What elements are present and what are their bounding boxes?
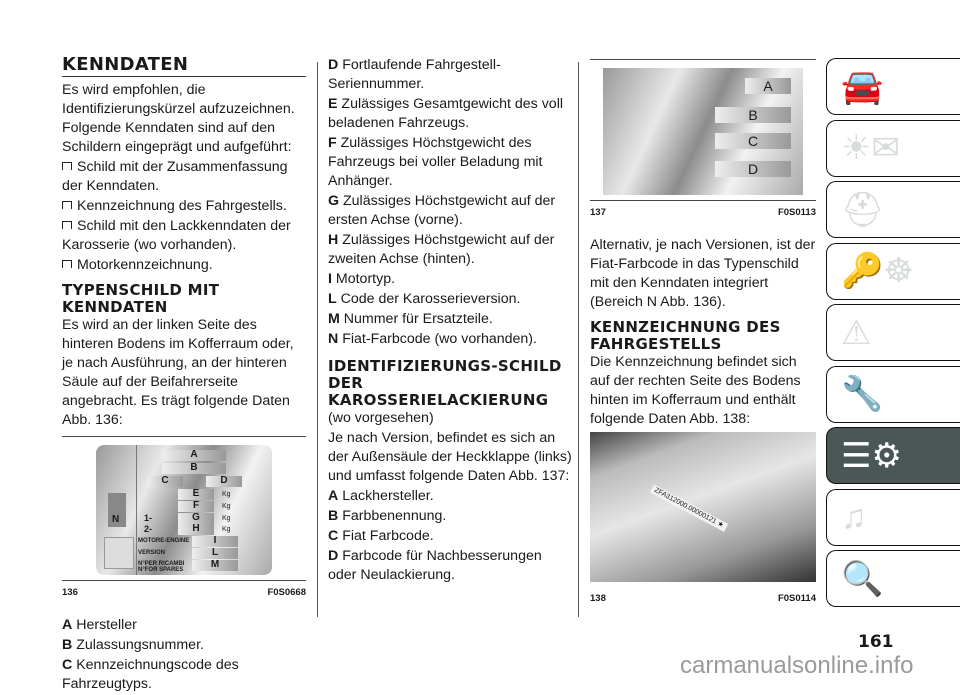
figure-caption xyxy=(62,580,306,602)
plate-text: VERSION xyxy=(138,550,166,556)
plate-label: N xyxy=(112,514,120,525)
figure-code: F0S0114 xyxy=(777,593,816,604)
tab-starting-driving[interactable] xyxy=(826,243,960,300)
legend-item: L Code der Karosserieversion. xyxy=(328,291,521,307)
car-info-icon: 🚘 xyxy=(841,67,884,106)
plate-label: G xyxy=(178,513,214,524)
plate-label: C xyxy=(715,133,791,149)
column-2 xyxy=(328,56,572,586)
figure-caption xyxy=(590,587,816,608)
chapter-tabs xyxy=(826,58,960,612)
figure-136 xyxy=(62,436,306,602)
section-heading: IDENTIFIZIERUNGS-SCHILD DER KAROSSERIELACKIERUNG xyxy=(328,357,562,409)
technical-data-icon: ☰⚙ xyxy=(841,436,902,475)
figure-number: 136 xyxy=(62,587,78,598)
figure-caption xyxy=(590,200,816,222)
plate-text: N°PER RICAMBI xyxy=(138,561,185,567)
key-steering-icon: 🔑☸ xyxy=(841,252,914,290)
warning-emergency-icon: ⚠ xyxy=(841,313,872,352)
plate-label: E xyxy=(178,489,214,500)
unit-label: Kg xyxy=(222,491,231,498)
paragraph: Es wird empfohlen, die Identifizierungskürzel aufzuzeichnen. Folgende Kenndaten sind auf den Schildern eingeprägt und aufgeführt: xyxy=(62,82,295,155)
plate-text: N°FOR SPARES xyxy=(138,567,184,573)
tab-maintenance[interactable] xyxy=(826,366,960,423)
section-heading: TYPENSCHILD MIT KENNDATEN xyxy=(62,281,220,316)
unit-label: Kg xyxy=(222,515,231,522)
paragraph: Alternativ, je nach Versionen, ist der Fiat-Farbcode in das Typenschild mit den Kenndaten integriert (Bereich N Abb. 136). xyxy=(590,237,816,310)
figure-code: F0S0668 xyxy=(267,587,306,598)
tab-car-info[interactable] xyxy=(826,58,960,115)
section-title: KENNDATEN xyxy=(62,56,306,77)
legend-item: B Zulassungsnummer. xyxy=(62,637,204,653)
tab-technical-data[interactable] xyxy=(826,427,960,484)
plate-blank-area xyxy=(104,537,134,569)
plate-label: B xyxy=(162,463,226,474)
tab-lights-messages[interactable] xyxy=(826,120,960,177)
plate-label: H xyxy=(178,524,214,535)
legend-item: E Zulässiges Gesamtgewicht des voll beladenen Fahrzeugs. xyxy=(328,96,563,131)
chassis-photo xyxy=(590,432,816,582)
figure-number: 137 xyxy=(590,207,606,218)
legend-item: I Motortyp. xyxy=(328,271,396,287)
legend-item: A Lackhersteller. xyxy=(328,488,434,504)
tab-safety[interactable] xyxy=(826,181,960,238)
plate-label: A xyxy=(162,450,226,461)
legend-item: M Nummer für Ersatzteile. xyxy=(328,311,493,327)
lights-message-icon: ☀✉ xyxy=(841,129,900,167)
plate-label: F xyxy=(178,501,214,512)
paragraph: Die Kennzeichnung befindet sich auf der rechten Seite des Bodens hinten im Kofferraum und enthält folgende Daten Abb. 138: xyxy=(590,354,801,427)
legend-item: G Zulässiges Höchstgewicht auf der ersten Achse (vorne). xyxy=(328,193,556,228)
figure-138 xyxy=(590,432,816,608)
tab-emergency[interactable] xyxy=(826,304,960,361)
legend-item: F Zulässiges Höchstgewicht des Fahrzeugs bei voller Beladung mit Anhänger. xyxy=(328,135,543,189)
bullet-item: Schild mit der Zusammenfassung der Kenndaten. xyxy=(62,158,306,196)
plate-text: 1- xyxy=(144,513,153,523)
plate-label: M xyxy=(192,560,238,571)
plate-divider xyxy=(136,445,137,575)
legend-item: N Fiat-Farbcode (wo vorhanden). xyxy=(328,331,537,347)
subtitle: (wo vorgesehen) xyxy=(328,410,434,426)
safety-airbag-icon: ⛑ xyxy=(841,190,885,229)
plate-label: I xyxy=(192,536,238,547)
watermark: carmanualsonline.info xyxy=(680,652,914,679)
column-3 xyxy=(590,56,816,622)
section-heading: KENNZEICHNUNG DES FAHRGESTELLS xyxy=(590,318,781,353)
page-number: 161 xyxy=(858,632,894,652)
index-search-icon: 🔍 xyxy=(841,559,884,598)
tab-index[interactable] xyxy=(826,550,960,607)
bullet-item: Schild mit den Lackkenndaten der Karosserie (wo vorhanden). xyxy=(62,217,306,255)
paint-plate-image xyxy=(603,68,803,195)
unit-label: Kg xyxy=(222,526,231,533)
plate-text: 2- xyxy=(144,524,153,534)
legend-item: C Kennzeichnungscode des Fahrzeugtyps. xyxy=(62,657,239,692)
bullet-item: Kennzeichnung des Fahrgestells. xyxy=(62,197,306,216)
plate-label: A xyxy=(745,78,791,94)
column-1 xyxy=(62,56,306,695)
paragraph: Je nach Version, befindet es sich an der Außensäule der Heckklappe (links) und umfasst folgende Daten Abb. 137: xyxy=(328,430,572,484)
plate-label: D xyxy=(206,476,242,487)
legend-item: H Zulässiges Höchstgewicht auf der zweiten Achse (hinten). xyxy=(328,232,555,267)
legend-item: D Farbcode für Nachbesserungen oder Neulackierung. xyxy=(328,548,542,583)
plate-text: MOTORE-ENGINE xyxy=(138,538,190,544)
legend-item: B Farbbenennung. xyxy=(328,508,447,524)
paragraph: Es wird an der linken Seite des hinteren Bodens im Kofferraum oder, je nach Ausführung, an der hinteren Säule auf der Beifahrerseite angebracht. Es trägt folgende Daten Abb. 136: xyxy=(62,317,294,428)
tab-multimedia[interactable] xyxy=(826,489,960,546)
column-divider xyxy=(317,62,318,617)
plate-label: L xyxy=(192,548,238,559)
legend-item: A Hersteller xyxy=(62,617,137,633)
multimedia-icon: ♫ xyxy=(841,497,867,536)
vin-label: ZFA312000.00000121 ★ xyxy=(650,485,728,532)
bullet-item: Motorkennzeichnung. xyxy=(62,256,306,275)
column-divider xyxy=(578,62,579,617)
legend-item: C Fiat Farbcode. xyxy=(328,528,434,544)
legend-item: D Fortlaufende Fahrgestell-Seriennummer. xyxy=(328,57,501,92)
figure-number: 138 xyxy=(590,593,606,604)
plate-label: C xyxy=(147,476,183,487)
plate-label: B xyxy=(715,107,791,123)
unit-label: Kg xyxy=(222,503,231,510)
figure-137 xyxy=(590,59,816,222)
type-plate-image xyxy=(96,445,272,575)
figure-code: F0S0113 xyxy=(777,207,816,218)
plate-label: D xyxy=(715,161,791,177)
car-maintenance-icon: 🔧 xyxy=(841,375,884,413)
